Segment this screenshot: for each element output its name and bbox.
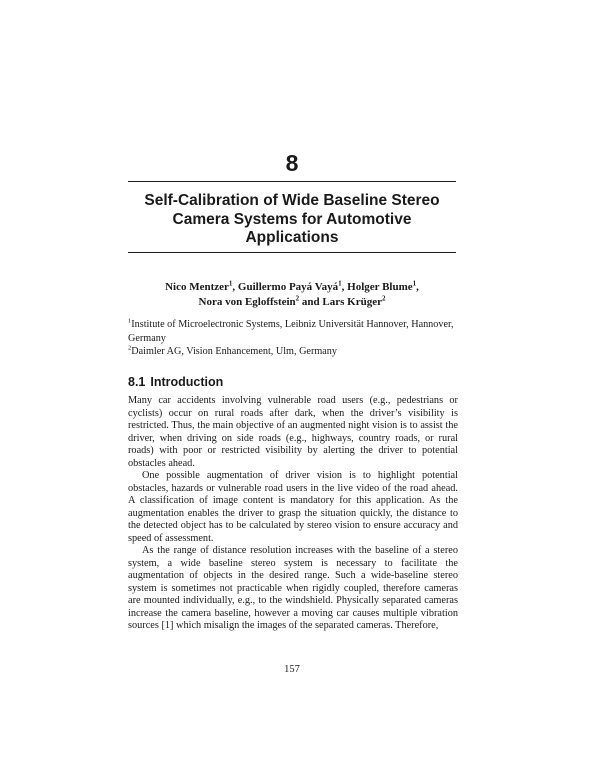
author-list: [128, 280, 456, 310]
page-number: 157: [284, 664, 300, 675]
affiliation-text: Institute of Microelectronic Systems, Leibniz Universität Hannover, Hannover, Germany: [128, 319, 454, 344]
author-affiliation-mark: 1: [412, 279, 417, 288]
chapter-number: 8: [285, 150, 299, 176]
title-rule-bottom: [128, 252, 456, 253]
author-separator: ,: [416, 281, 419, 293]
section-title: Introduction: [150, 375, 224, 389]
author-name: Lars Krüger: [322, 296, 382, 308]
author-affiliation-mark: 1: [228, 279, 233, 288]
paragraph: As the range of distance resolution increases with the baseline of a stereo system, a wide baseline stereo system is necessary to facilitate the augmentation of objects in the desired range. Such a wide-baseline stereo system is sometimes not practicable when rigidly coupled, therefore cameras are mounted individually, e.g., to the windshield. Physically separated cameras increase the camera baseline, however a moving car causes multiple vibration sources [1] which misalign the images of the separated cameras. Therefore,: [128, 545, 458, 631]
author-affiliation-mark: 2: [295, 294, 300, 303]
author-affiliation-mark: 2: [382, 294, 386, 303]
section-heading: [128, 375, 223, 390]
author-line: [128, 295, 456, 310]
author-name: Guillermo Payá Vayá: [237, 281, 339, 293]
author-separator: ,: [232, 281, 238, 293]
affiliation-mark: 2: [128, 344, 132, 352]
affiliation-mark: 1: [128, 317, 132, 325]
chapter-title-line: Camera Systems for Automotive: [172, 210, 412, 228]
paragraph: Many car accidents involving vulnerable road users (e.g., pedestrians or cyclists) occur on rural roads after dark, when the driver’s visibility is restricted. Thus, the main objective of an augmented night vision is to assist the driver, when driving on side roads (e.g., highways, country roads, or rural roads) with poor or restricted visibility by alerting the driver to potential obstacles ahead.: [128, 395, 458, 469]
paragraph: One possible augmentation of driver vision is to highlight potential obstacles, hazards or vulnerable road users in the live video of the road ahead. A classification of image content is mandatory for this application. As the augmentation enables the driver to grasp the situation quickly, the distance to the detected object has to be calculated by stereo vision to ensure accuracy and speed of assessment.: [128, 470, 458, 544]
author-name: Nora von Egloffstein: [198, 296, 296, 308]
affiliation-list: [128, 318, 458, 359]
author-line: [128, 280, 456, 295]
chapter-title-line: Self-Calibration of Wide Baseline Stereo: [144, 192, 440, 209]
author-separator: ,: [341, 281, 348, 293]
title-rule-top: [128, 181, 456, 182]
chapter-title-line: Applications: [245, 229, 339, 246]
affiliation-text: Daimler AG, Vision Enhancement, Ulm, Germany: [131, 346, 337, 357]
author-separator: and: [299, 296, 323, 308]
affiliation-item: [128, 345, 458, 359]
body-text: [128, 395, 458, 633]
section-number: 8.1: [128, 375, 146, 389]
author-name: Holger Blume: [347, 281, 413, 293]
affiliation-item: [128, 318, 458, 345]
author-affiliation-mark: 1: [338, 279, 342, 288]
chapter-title: [128, 192, 456, 248]
author-name: Nico Mentzer: [165, 281, 229, 293]
